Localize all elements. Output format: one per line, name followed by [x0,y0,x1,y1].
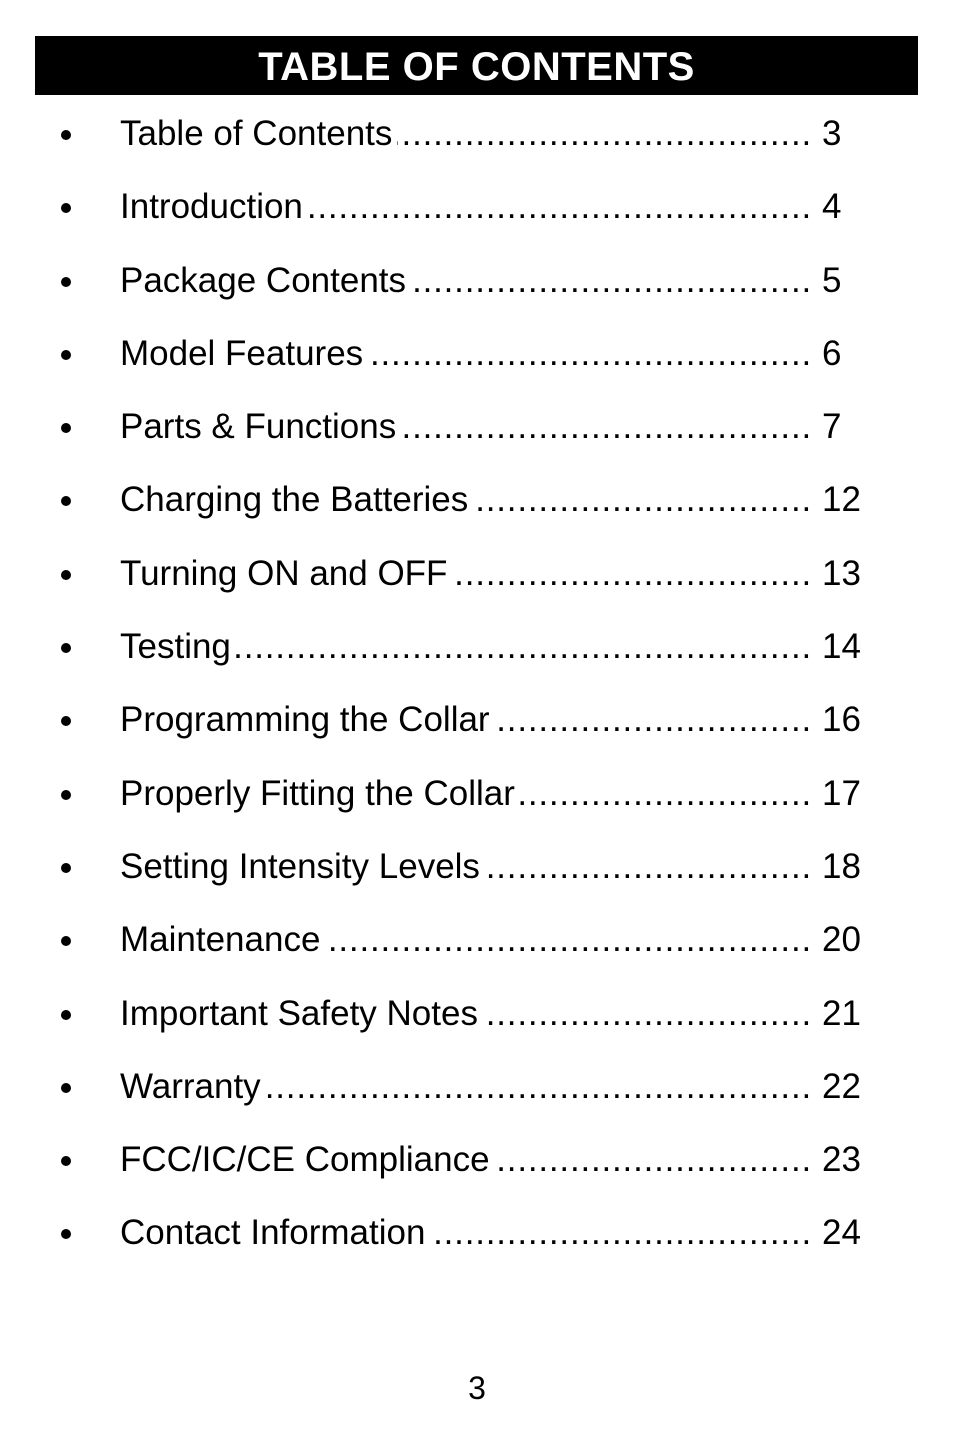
bullet-icon [61,496,71,506]
toc-entry-text [120,625,812,669]
toc-entry-text [120,478,812,522]
toc-entry-page: 21 [822,993,861,1033]
toc-entry-text [120,185,812,229]
bullet-icon [61,130,71,140]
toc-entry-title: Turning ON and OFF [120,553,448,593]
toc-entry-title: Charging the Batteries [120,480,469,520]
dot-leader [452,552,812,596]
bullet-icon [61,277,71,287]
toc-entry-page: 20 [822,920,861,960]
toc-entry[interactable] [0,978,954,1051]
toc-entry[interactable] [0,1051,954,1124]
toc-entry-title: Setting Intensity Levels [120,846,480,886]
bullet-icon [61,1083,71,1093]
toc-entry-text [120,259,812,303]
toc-entry-page: 6 [822,333,842,373]
dot-leader [308,185,812,229]
bullet-icon [61,716,71,726]
toc-entry-text [120,845,812,889]
toc-entry[interactable] [0,391,954,464]
toc-entry-title: Table of Contents [120,114,393,153]
dot-leader [411,259,812,303]
bullet-icon [61,1010,71,1020]
toc-entry[interactable] [0,171,954,244]
toc-entry-page: 13 [822,553,861,593]
dot-leader [397,112,812,156]
toc-entry[interactable] [0,904,954,977]
dot-leader [325,918,812,962]
toc-entry-page: 22 [822,1066,861,1106]
toc-entry-title: Programming the Collar [120,700,490,740]
bullet-icon [61,1156,71,1166]
toc-entry[interactable] [0,758,954,831]
toc-entry[interactable] [0,1197,954,1270]
dot-leader [236,625,812,669]
toc-entry[interactable] [0,318,954,391]
bullet-icon [61,1229,71,1239]
bullet-icon [61,570,71,580]
toc-entry-title: Important Safety Notes [120,993,478,1033]
toc-entry-page: 4 [822,187,842,227]
toc-entry-page: 16 [822,700,861,740]
toc-entry[interactable] [0,538,954,611]
bullet-icon [61,790,71,800]
toc-entry-page: 12 [822,480,861,520]
toc-entry-page: 14 [822,627,861,667]
toc-entry-text [120,918,812,962]
toc-entry-text [120,1211,812,1255]
toc-entry-text [120,332,812,376]
toc-entry-text [120,1065,812,1109]
dot-leader [473,478,812,522]
toc-entry-title: Maintenance [120,920,321,960]
toc-entry-text [120,112,812,156]
toc-entry[interactable] [0,464,954,537]
toc-entry-title: Testing [120,627,231,667]
toc-entry[interactable] [0,611,954,684]
toc-entry-title: Introduction [120,187,303,227]
toc-entry[interactable] [0,1124,954,1197]
toc-entry-page: 17 [822,773,861,813]
toc-entry[interactable] [0,98,954,171]
toc-entry[interactable] [0,831,954,904]
toc-entry-text [120,698,812,742]
bullet-icon [61,350,71,360]
toc-entry-text [120,1138,812,1182]
dot-leader [495,698,812,742]
toc-list [0,98,954,1271]
page-title: TABLE OF CONTENTS [258,44,695,89]
toc-entry-title: FCC/IC/CE Compliance [120,1140,490,1180]
toc-entry-page: 5 [822,260,842,300]
toc-entry-title: Parts & Functions [120,407,397,447]
dot-leader [401,405,812,449]
toc-entry-title: Contact Information [120,1213,426,1253]
toc-entry-page: 7 [822,407,842,447]
dot-leader [483,992,812,1036]
dot-leader [368,332,812,376]
dot-leader [520,772,812,816]
toc-header-bar [35,36,918,95]
dot-leader [485,845,812,889]
dot-leader [430,1211,812,1255]
toc-entry-text [120,772,812,816]
toc-entry-title: Model Features [120,333,364,373]
dot-leader [495,1138,812,1182]
toc-entry-text [120,552,812,596]
toc-entry-title: Package Contents [120,260,407,300]
toc-entry-title: Properly Fitting the Collar [120,773,515,813]
bullet-icon [61,863,71,873]
toc-entry[interactable] [0,684,954,757]
bullet-icon [61,643,71,653]
dot-leader [266,1065,812,1109]
toc-entry-page: 3 [822,114,842,153]
toc-entry-page: 23 [822,1140,861,1180]
toc-entry-title: Warranty [120,1066,261,1106]
toc-entry-text [120,405,812,449]
toc-entry-page: 24 [822,1213,861,1253]
toc-entry[interactable] [0,245,954,318]
toc-entry-page: 18 [822,846,861,886]
bullet-icon [61,423,71,433]
toc-entry-text [120,992,812,1036]
bullet-icon [61,936,71,946]
bullet-icon [61,203,71,213]
page-number: 3 [468,1370,486,1406]
